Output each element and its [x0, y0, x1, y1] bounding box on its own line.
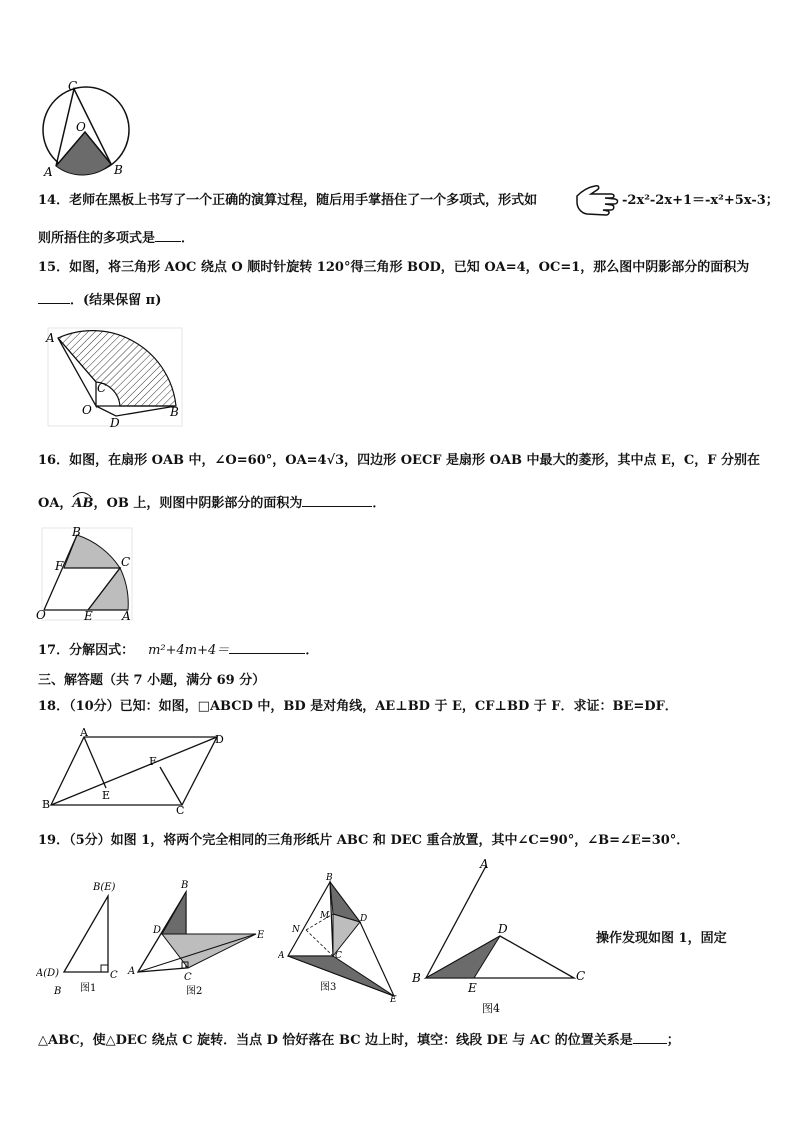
fig16-label-b: B: [72, 526, 81, 539]
fig16-label-f: F: [55, 559, 64, 573]
q19-line2b: ；: [666, 1033, 680, 1048]
q14-line2a: 则所捂住的多项式是: [38, 231, 156, 246]
fig3-label-b: B: [326, 873, 333, 883]
q18-parallelogram-figure: [38, 726, 234, 814]
fig16-label-e: E: [84, 609, 93, 622]
q16-line2c: ．: [372, 496, 386, 511]
q19-line2a: △ABC，使△DEC 绕点 C 旋转．当点 D 恰好落在 BC 边上时，填空：线段 DE 与 AC 的位置关系是: [38, 1033, 633, 1048]
fig2-label-d: D: [153, 925, 162, 936]
fig13-label-b: B: [114, 163, 123, 177]
q16-line1: [38, 452, 760, 470]
fig1-label-ad: A(D): [36, 968, 60, 979]
fig2-label-c: C: [184, 972, 192, 983]
fig3-label-m: M: [320, 911, 330, 921]
fig4-label-a: A: [480, 857, 489, 871]
q19-text: （5分）如图 1，将两个完全相同的三角形纸片 ABC 和 DEC 重合放置，其中∠C=90°，∠B=∠E=30°．: [69, 833, 690, 848]
q14-number: 14．: [38, 193, 70, 208]
fig1-label-c: C: [110, 970, 118, 981]
fig15-label-b: B: [170, 405, 179, 419]
q14-line2: [38, 229, 194, 248]
q16-sector-figure: [36, 526, 134, 622]
q15-number: 15．: [38, 260, 70, 275]
q17-answer-blank[interactable]: [229, 641, 305, 654]
fig2-label-e: E: [257, 930, 265, 941]
fig2-label-b: B: [181, 880, 189, 891]
section3-title: 三、解答题（共 7 小题，满分 69 分）: [38, 673, 266, 688]
fig4-label-c: C: [576, 969, 586, 983]
q14-formula: -2x²-2x+1＝-x²+5x-3；: [622, 193, 779, 208]
q15-line2: [38, 291, 161, 310]
q18-number: 18．: [38, 699, 70, 714]
fig3-label-a: A: [278, 951, 285, 961]
q19-side-text: 操作发现如图 1，固定: [596, 931, 727, 946]
q14-line2b: ．: [181, 231, 195, 246]
fig16-label-o: O: [36, 608, 46, 622]
fig4-label-e: E: [468, 981, 477, 995]
fig3-label-e: E: [390, 995, 397, 1004]
q16-answer-blank[interactable]: [302, 494, 372, 507]
q15-rotation-figure: [44, 326, 184, 428]
q16-line2b: ，OB 上，则图中阴影部分的面积为: [93, 496, 303, 511]
q17-line: [38, 641, 318, 660]
q18-text: （10分）已知：如图，□ABCD 中，BD 是对角线，AE⊥BD 于 E，CF⊥BD 于 F．求证：BE=DF．: [69, 699, 678, 714]
fig4-label-b: B: [412, 971, 421, 985]
hand-icon: [575, 184, 621, 216]
q17-end: ．: [305, 643, 319, 658]
q13-circle-figure: [38, 78, 138, 178]
q14-answer-blank[interactable]: [155, 229, 181, 242]
q17-number: 17．: [38, 643, 70, 658]
q16-text: 如图，在扇形 OAB 中，∠O=60°，OA=4√3，四边形 OECF 是扇形 OAB 中最大的菱形，其中点 E，C，F 分别在: [69, 453, 761, 468]
fig15-label-d: D: [110, 416, 120, 428]
fig13-label-a: A: [44, 165, 53, 178]
q16-line2a: OA，: [38, 496, 73, 511]
fig15-label-c: C: [97, 381, 107, 395]
q16-number: 16．: [38, 453, 70, 468]
q14-line1: [38, 192, 537, 210]
fig18-label-f: F: [149, 755, 157, 768]
fig18-label-b: B: [42, 798, 51, 811]
fig2-label-a: A: [128, 966, 136, 977]
fig4-caption: 图4: [482, 1002, 500, 1015]
fig18-label-e: E: [102, 789, 111, 802]
fig1-caption: 图1: [80, 983, 97, 994]
q14-text: 老师在黑板上书写了一个正确的演算过程，随后用手掌捂住了一个多项式，形式如: [69, 193, 538, 208]
q15-answer-blank[interactable]: [38, 291, 70, 304]
q19-figure-1: [36, 876, 126, 998]
fig4-label-d: D: [498, 922, 508, 936]
q19-answer-blank[interactable]: [633, 1031, 667, 1044]
q15-text: 如图，将三角形 AOC 绕点 O 顺时针旋转 120°得三角形 BOD，已知 OA=4，OC=1，那么图中阴影部分的面积为: [69, 260, 750, 275]
fig18-label-d: D: [215, 733, 224, 746]
fig18-label-a: A: [80, 726, 88, 739]
q17-expr: m²+4m+4＝: [148, 643, 230, 658]
q16-arc-label: AB: [72, 496, 94, 511]
q19-number: 19．: [38, 833, 70, 848]
fig3-caption: 图3: [320, 982, 337, 993]
fig3-label-c: C: [335, 951, 342, 961]
fig1-label-be: B(E): [93, 882, 116, 893]
fig13-label-c: C: [68, 79, 78, 93]
q16-arc: [72, 495, 93, 513]
q17-text: 分解因式：: [69, 643, 135, 658]
fig2-caption: 图2: [186, 986, 203, 997]
fig3-label-n: N: [292, 925, 300, 935]
fig13-label-o: O: [76, 120, 86, 134]
fig18-label-c: C: [176, 804, 185, 814]
q19-figure-3: [278, 872, 408, 1004]
fig3-label-d: D: [360, 914, 368, 924]
fig16-label-c: C: [121, 555, 131, 569]
q15-line2: ．(结果保留 π): [70, 293, 162, 308]
q19-figure-2: [124, 876, 270, 998]
fig16-label-a: A: [122, 609, 131, 622]
fig15-label-o: O: [82, 403, 92, 417]
fig1-label-b: B: [54, 986, 62, 997]
q15-line1: [38, 259, 749, 277]
q16-line2: [38, 494, 385, 513]
fig15-label-a: A: [46, 331, 55, 345]
q19-figure-4: [408, 856, 592, 1020]
q19-line2: [38, 1031, 680, 1050]
q18-line: [38, 698, 678, 716]
q19-line1: [38, 832, 689, 850]
